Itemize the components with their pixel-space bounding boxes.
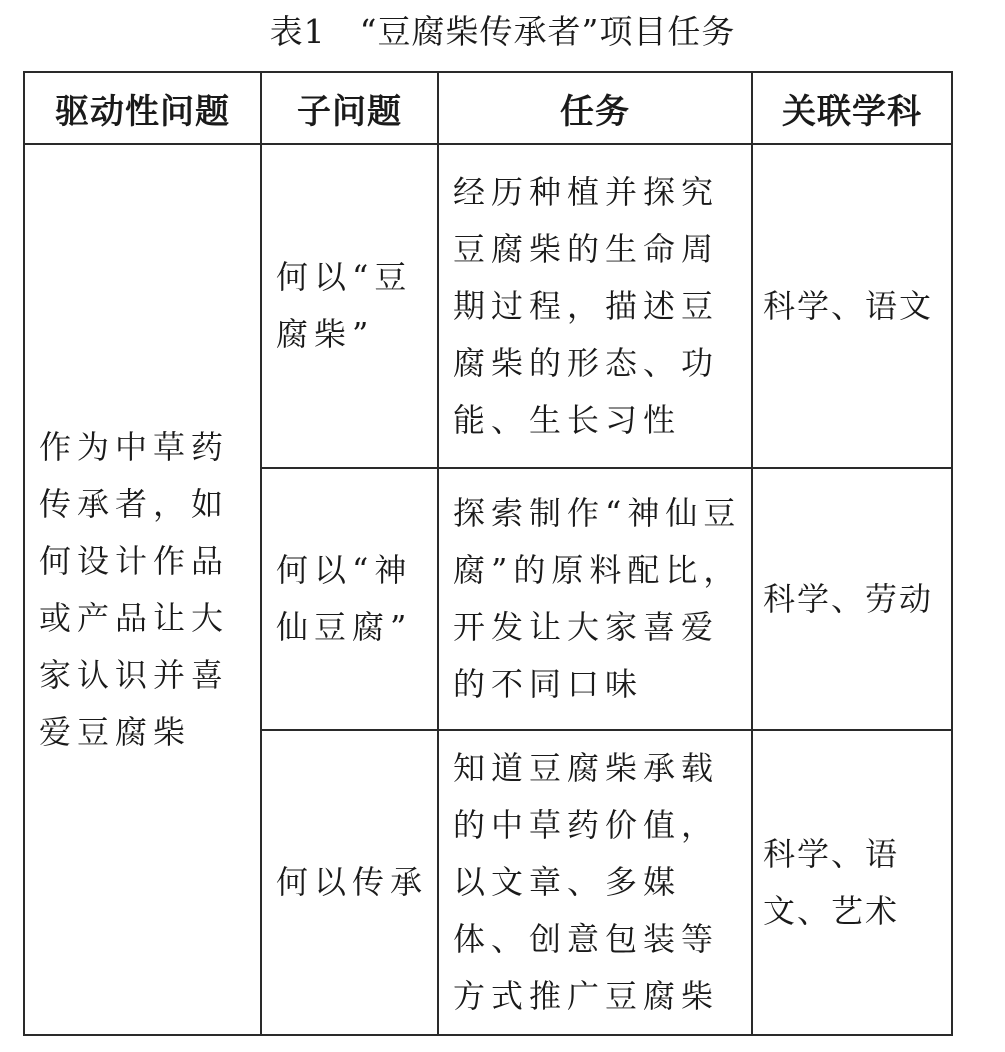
project-task-table	[23, 71, 953, 1036]
sub-question-text: 何以“豆腐柴”	[276, 258, 413, 353]
table-header-row	[24, 72, 952, 144]
task-cell	[438, 468, 752, 730]
sub-question-text: 何以传承	[276, 863, 429, 901]
subjects-cell	[752, 468, 952, 730]
subjects-cell	[752, 144, 952, 468]
task-text: 经历种植并探究豆腐柴的生命周期过程，描述豆腐柴的形态、功能、生长习性	[453, 172, 720, 439]
task-cell	[438, 730, 752, 1035]
task-text: 知道豆腐柴承载的中草药价值，以文章、多媒体、创意包装等方式推广豆腐柴	[453, 749, 720, 1015]
subjects-text: 科学、语文、艺术	[763, 834, 900, 930]
subjects-cell	[752, 730, 952, 1035]
task-cell	[438, 144, 752, 468]
table-caption: 表1 “豆腐柴传承者”项目任务	[269, 12, 736, 51]
task-text: 探索制作“神仙豆腐”的原料配比，开发让大家喜爱的不同口味	[453, 494, 742, 703]
header-task: 任务	[438, 72, 752, 144]
subjects-text: 科学、语文	[763, 286, 934, 325]
sub-question-text: 何以“神仙豆腐”	[276, 551, 413, 646]
sub-question-cell	[261, 144, 438, 468]
sub-question-cell	[261, 468, 438, 730]
subjects-text: 科学、劳动	[763, 579, 934, 618]
sub-question-cell	[261, 730, 438, 1035]
header-related-subjects: 关联学科	[752, 72, 952, 144]
header-sub-question: 子问题	[261, 72, 438, 144]
header-driving-question: 驱动性问题	[24, 72, 261, 144]
driving-question-cell	[24, 144, 261, 1035]
driving-question-text: 作为中草药传承者，如何设计作品或产品让大家认识并喜爱豆腐柴	[39, 427, 230, 751]
table-row	[24, 144, 952, 468]
